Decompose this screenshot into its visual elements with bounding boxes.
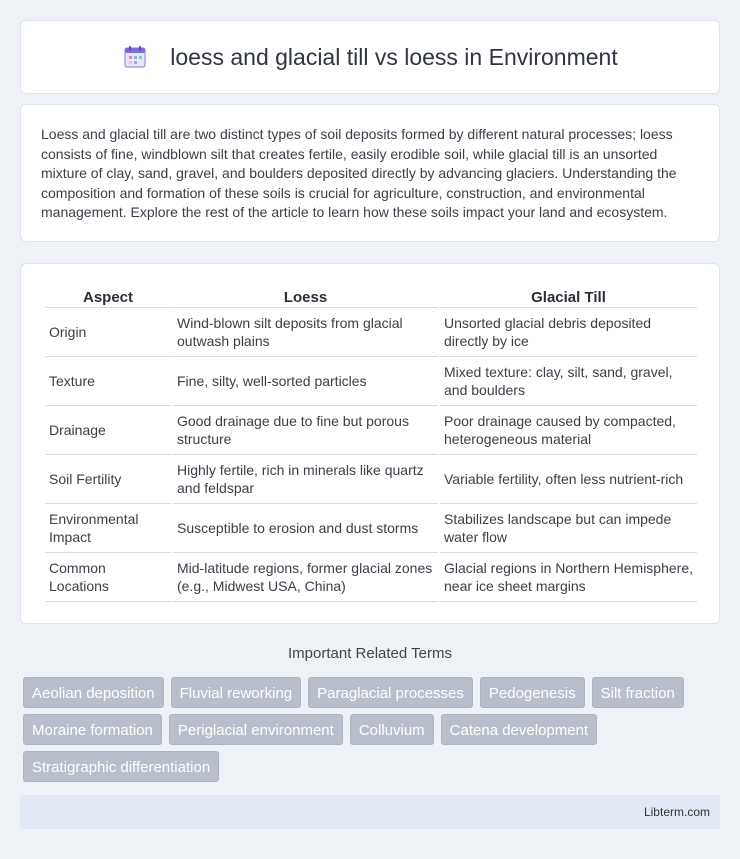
row-glacial-till: Poor drainage caused by compacted, heterogeneous material bbox=[440, 406, 697, 455]
row-glacial-till: Mixed texture: clay, silt, sand, gravel, and boulders bbox=[440, 357, 697, 406]
intro-text: Loess and glacial till are two distinct types of soil deposits formed by different natural processes; loess consists of fine, windblown silt that creates fertile, easily erodible soil, while glacial till is an unsorted mixture of clay, sand, gravel, and boulders deposited directly by advancing glaciers. Understanding the composition and formation of these soils is crucial for agriculture, construction, and environmental management. Explore the rest of the article to learn how these soils impact your land and ecosystem. bbox=[41, 126, 677, 221]
related-terms-title: Important Related Terms bbox=[288, 645, 452, 662]
tag-fluvial-reworking[interactable]: Fluvial reworking bbox=[171, 677, 302, 708]
row-aspect: Common Locations bbox=[45, 553, 171, 602]
tag-moraine-formation[interactable]: Moraine formation bbox=[23, 714, 162, 745]
row-aspect: Drainage bbox=[45, 406, 171, 455]
table-row bbox=[45, 308, 697, 357]
page-title: loess and glacial till vs loess in Environment bbox=[170, 43, 618, 70]
row-aspect: Soil Fertility bbox=[45, 455, 171, 504]
row-aspect: Texture bbox=[45, 357, 171, 406]
tag-paraglacial-processes[interactable]: Paraglacial processes bbox=[308, 677, 473, 708]
row-glacial-till: Stabilizes landscape but can impede water flow bbox=[440, 504, 697, 553]
tag-pedogenesis[interactable]: Pedogenesis bbox=[480, 677, 585, 708]
footer-site-link[interactable]: Libterm.com bbox=[643, 805, 710, 819]
tag-colluvium[interactable]: Colluvium bbox=[350, 714, 434, 745]
comparison-table bbox=[43, 286, 699, 602]
table-row bbox=[45, 406, 697, 455]
header-loess: Loess bbox=[173, 286, 438, 308]
row-glacial-till: Glacial regions in Northern Hemisphere, near ice sheet margins bbox=[440, 553, 697, 602]
row-aspect: Origin bbox=[45, 308, 171, 357]
row-loess: Good drainage due to fine but porous structure bbox=[173, 406, 438, 455]
row-loess: Mid-latitude regions, former glacial zones (e.g., Midwest USA, China) bbox=[173, 553, 438, 602]
tag-catena-development[interactable]: Catena development bbox=[441, 714, 597, 745]
table-row bbox=[45, 455, 697, 504]
related-terms-tags bbox=[23, 677, 723, 788]
row-loess: Fine, silty, well-sorted particles bbox=[173, 357, 438, 406]
header-card bbox=[20, 20, 720, 94]
row-aspect: Environmental Impact bbox=[45, 504, 171, 553]
calendar-icon bbox=[122, 44, 148, 70]
footer bbox=[20, 795, 720, 829]
row-loess: Wind-blown silt deposits from glacial outwash plains bbox=[173, 308, 438, 357]
row-loess: Highly fertile, rich in minerals like quartz and feldspar bbox=[173, 455, 438, 504]
tag-stratigraphic-differentiation[interactable]: Stratigraphic differentiation bbox=[23, 751, 219, 782]
tag-silt-fraction[interactable]: Silt fraction bbox=[592, 677, 684, 708]
table-row bbox=[45, 357, 697, 406]
table-header-row bbox=[45, 286, 697, 308]
intro-card bbox=[20, 104, 720, 242]
comparison-table-card bbox=[20, 263, 720, 624]
row-glacial-till: Unsorted glacial debris deposited directly by ice bbox=[440, 308, 697, 357]
header-glacial-till: Glacial Till bbox=[440, 286, 697, 308]
tag-aeolian-deposition[interactable]: Aeolian deposition bbox=[23, 677, 164, 708]
table-row bbox=[45, 504, 697, 553]
header-aspect: Aspect bbox=[45, 286, 171, 308]
row-loess: Susceptible to erosion and dust storms bbox=[173, 504, 438, 553]
tag-periglacial-environment[interactable]: Periglacial environment bbox=[169, 714, 343, 745]
table-row bbox=[45, 553, 697, 602]
row-glacial-till: Variable fertility, often less nutrient-rich bbox=[440, 455, 697, 504]
